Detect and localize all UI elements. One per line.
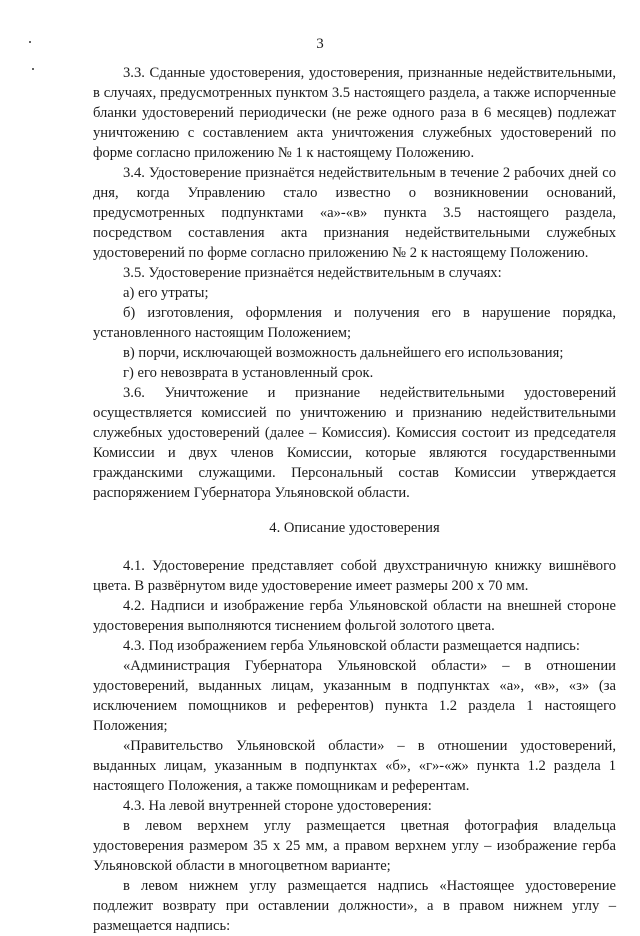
paragraph-government: «Правительство Ульяновской области» – в отношении удостоверений, выданных лицам, указанным в подпунктах «б», «г»-«ж» пункта 1.2 раздела 1 настоящего Положения, а также помощникам и референтам. [93, 738, 616, 794]
paragraph-top-corners: в левом верхнем углу размещается цветная фотография владельца удостоверения размером 35 х 25 мм, а правом верхнем углу – изображение герба Ульяновской области в многоцветном варианте; [93, 818, 616, 874]
list-item-a: а) его утраты; [123, 285, 209, 301]
paragraph-3-5: 3.5. Удостоверение признаётся недействительным в случаях: [123, 265, 502, 281]
list-item-b: б) изготовления, оформления и получения его в нарушение порядка, установленного настоящим Положением; [93, 305, 616, 341]
paragraph-4-3: 4.3. Под изображением герба Ульяновской области размещается надпись: [123, 638, 580, 654]
paragraph-3-3: 3.3. Сданные удостоверения, удостоверения, признанные недействительными, в случаях, предусмотренных пунктом 3.5 настоящего раздела, а также испорченные бланки удостоверений периодически (не реже одного раза в 6 месяцев) подлежат уничтожению с составлением акта уничтожения служебных удостоверений по форме согласно приложению № 1 к настоящему Положению. [93, 65, 616, 161]
paragraph-bottom-corners: в левом нижнем углу размещается надпись «Настоящее удостоверение подлежит возврату при оставлении должности», а в правом нижнем углу – размещается надпись: [93, 878, 616, 934]
section-4-heading: 4. Описание удостоверения [269, 520, 440, 536]
paragraph-4-2: 4.2. Надписи и изображение герба Ульяновской области на внешней стороне удостоверения выполняются тиснением фольгой золотого цвета. [93, 598, 616, 634]
paragraph-3-4: 3.4. Удостоверение признаётся недействительным в течение 2 рабочих дней со дня, когда Управлению стало известно о возникновении оснований, предусмотренных подпунктами «а»-«в» пункта 3.5 настоящего раздела, посредством составления акта признания недействительными служебных удостоверений по форме согласно приложению № 2 к настоящему Положению. [93, 165, 616, 261]
page-number: 3 [316, 36, 324, 52]
paragraph-administration: «Администрация Губернатора Ульяновской области» – в отношении удостоверений, выданных лицам, указанным в подпунктах «а», «в», «з» (за исключением помощников и референтов) пункта 1.2 раздела 1 настоящего Положения; [93, 658, 616, 734]
paragraph-4-3-left-side: 4.3. На левой внутренней стороне удостоверения: [123, 798, 432, 814]
document-body [93, 63, 616, 936]
scan-speck [32, 68, 34, 70]
list-item-g: г) его невозврата в установленный срок. [123, 365, 374, 381]
paragraph-4-1: 4.1. Удостоверение представляет собой двухстраничную книжку вишнёвого цвета. В развёрнутом виде удостоверение имеет размеры 200 х 70 мм. [93, 558, 616, 594]
list-item-v: в) порчи, исключающей возможность дальнейшего его использования; [123, 345, 564, 361]
paragraph-3-6: 3.6. Уничтожение и признание недействительными удостоверений осуществляется комиссией по уничтожению и признанию недействительными служебных удостоверений (далее – Комиссия). Комиссия состоит из председателя Комиссии и двух членов Комиссии, которые являются государственными гражданскими служащими. Персональный состав Комиссии утверждается распоряжением Губернатора Ульяновской области. [93, 385, 616, 501]
